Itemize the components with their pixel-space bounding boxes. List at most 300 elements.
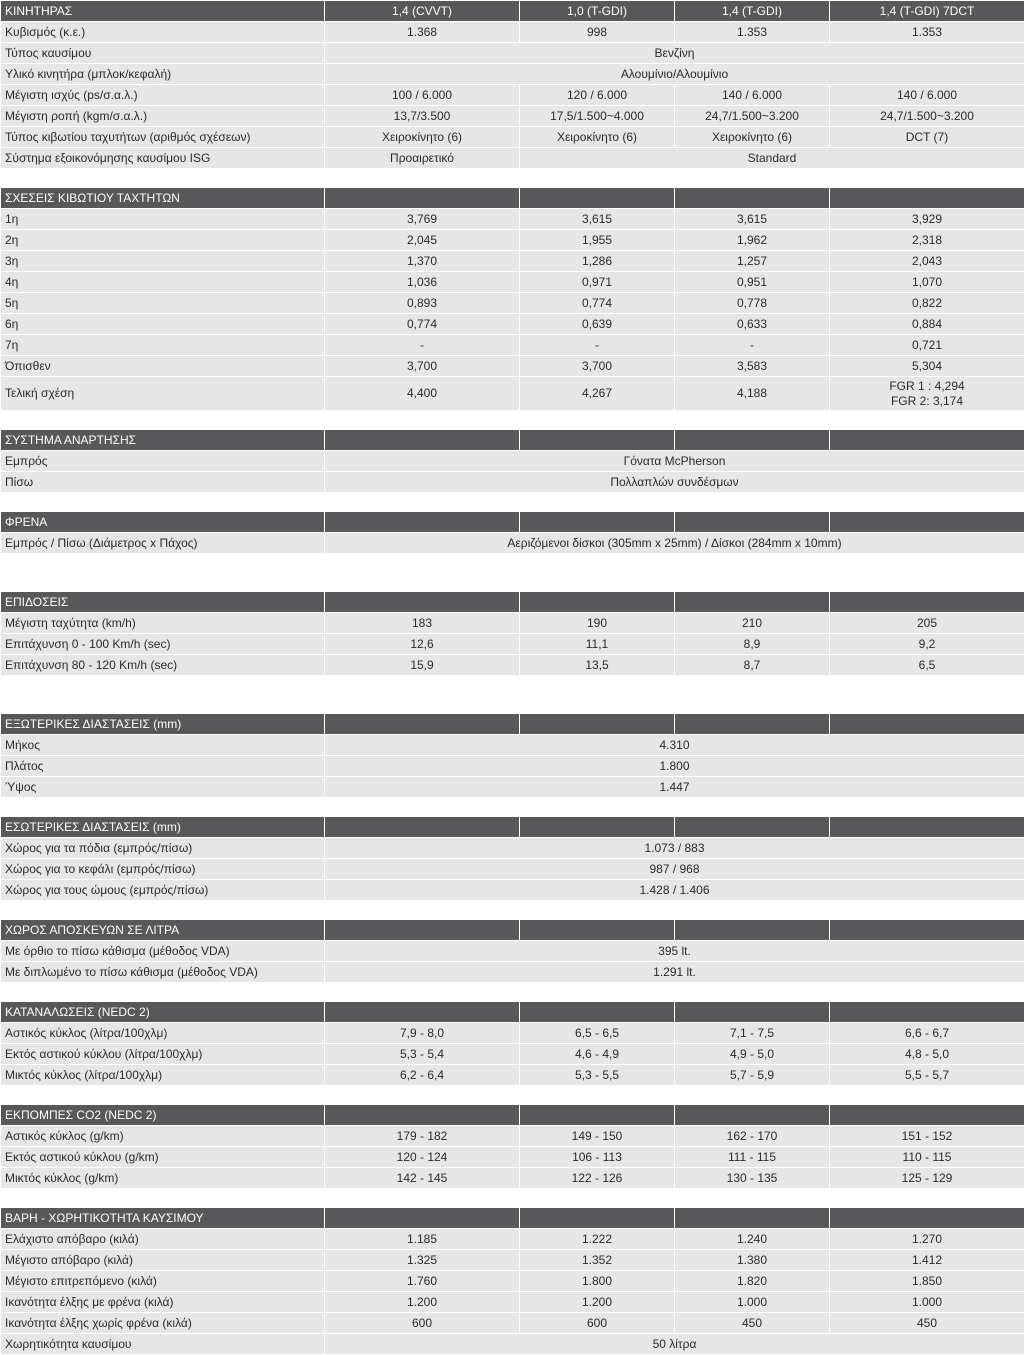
row-value: 0,774 — [520, 293, 674, 313]
row-value: 5,5 - 5,7 — [830, 1065, 1024, 1085]
row-value: 6,5 - 6,5 — [520, 1023, 674, 1043]
row-label: Τύπος κιβωτίου ταχυτήτων (αριθμός σχέσεων) — [1, 127, 324, 147]
row-label: Με όρθιο το πίσω κάθισμα (μέθοδος VDA) — [1, 941, 324, 961]
row-value: 0,778 — [675, 293, 829, 313]
row-value: - — [325, 335, 519, 355]
gap-cell — [325, 573, 519, 591]
table-row — [1, 1023, 1024, 1043]
row-value: 2,045 — [325, 230, 519, 250]
row-value: Γόνατα McPherson — [325, 451, 1024, 471]
row-value: 125 - 129 — [830, 1168, 1024, 1188]
gap-cell — [1, 695, 324, 713]
column-header — [675, 1002, 829, 1022]
column-header — [830, 592, 1024, 612]
row-value: 4,400 — [325, 377, 519, 410]
row-label: Με διπλωμένο το πίσω κάθισμα (μέθοδος VDA) — [1, 962, 324, 982]
row-value: 3,929 — [830, 209, 1024, 229]
row-value: 4,9 - 5,0 — [675, 1044, 829, 1064]
column-header — [830, 1208, 1024, 1228]
row-value: 4,6 - 4,9 — [520, 1044, 674, 1064]
column-header — [325, 920, 519, 940]
column-header — [675, 1105, 829, 1125]
row-value: 1.270 — [830, 1229, 1024, 1249]
row-value: 1,370 — [325, 251, 519, 271]
row-label: Πλάτος — [1, 756, 324, 776]
column-header — [520, 512, 674, 532]
row-label: Μέγιστο επιτρεπόμενο (κιλά) — [1, 1271, 324, 1291]
row-value: 0,639 — [520, 314, 674, 334]
table-row — [1, 533, 1024, 553]
section-gap — [1, 1189, 1024, 1207]
row-label: Επιτάχυνση 80 - 120 Km/h (sec) — [1, 655, 324, 675]
row-label: 1η — [1, 209, 324, 229]
blank-cell — [675, 676, 829, 694]
table-row — [1, 613, 1024, 633]
gap-cell — [830, 411, 1024, 429]
row-value: 13,5 — [520, 655, 674, 675]
gap-cell — [675, 1086, 829, 1104]
row-value: 1,070 — [830, 272, 1024, 292]
row-value: 0,893 — [325, 293, 519, 313]
gap-cell — [1, 901, 324, 919]
row-value: 0,822 — [830, 293, 1024, 313]
blank-row — [1, 676, 1024, 694]
section-header — [1, 592, 1024, 612]
row-value: 6,2 - 6,4 — [325, 1065, 519, 1085]
row-label: Χώρος για τους ώμους (εμπρός/πίσω) — [1, 880, 324, 900]
row-value: 450 — [675, 1313, 829, 1333]
section-title: ΚΙΝΗΤΗΡΑΣ — [1, 1, 324, 21]
section-header — [1, 1, 1024, 21]
row-value: 5,3 - 5,5 — [520, 1065, 674, 1085]
row-value: 1.368 — [325, 22, 519, 42]
section-gap — [1, 1086, 1024, 1104]
table-row — [1, 1271, 1024, 1291]
section-title: ΕΣΩΤΕΡΙΚΕΣ ΔΙΑΣΤΑΣΕΙΣ (mm) — [1, 817, 324, 837]
gap-cell — [830, 1189, 1024, 1207]
gap-cell — [1, 169, 324, 187]
row-value: 5,304 — [830, 356, 1024, 376]
gap-cell — [520, 695, 674, 713]
row-value: 2,318 — [830, 230, 1024, 250]
row-value: 190 — [520, 613, 674, 633]
gap-cell — [520, 493, 674, 511]
row-value: 1.800 — [325, 756, 1024, 776]
row-value: - — [520, 335, 674, 355]
table-row — [1, 1065, 1024, 1085]
row-value: 1.412 — [830, 1250, 1024, 1270]
blank-cell — [520, 554, 674, 572]
row-value: 140 / 6.000 — [675, 85, 829, 105]
table-row — [1, 230, 1024, 250]
section-gap — [1, 169, 1024, 187]
row-label: Τύπος καυσίμου — [1, 43, 324, 63]
column-header — [325, 592, 519, 612]
row-value: 142 - 145 — [325, 1168, 519, 1188]
row-value: 162 - 170 — [675, 1126, 829, 1146]
blank-row — [1, 554, 1024, 572]
gap-cell — [830, 798, 1024, 816]
row-value: 8,7 — [675, 655, 829, 675]
gap-cell — [675, 573, 829, 591]
table-row — [1, 756, 1024, 776]
row-label: 3η — [1, 251, 324, 271]
section-header — [1, 1105, 1024, 1125]
table-row — [1, 314, 1024, 334]
column-header — [830, 1105, 1024, 1125]
row-label: 6η — [1, 314, 324, 334]
gap-cell — [675, 695, 829, 713]
row-value: 12,6 — [325, 634, 519, 654]
row-value: 5,3 - 5,4 — [325, 1044, 519, 1064]
gap-cell — [675, 493, 829, 511]
row-label: Υλικό κινητήρα (μπλοκ/κεφαλή) — [1, 64, 324, 84]
row-value: 13,7/3.500 — [325, 106, 519, 126]
row-label: Εμπρός — [1, 451, 324, 471]
row-value: 3,583 — [675, 356, 829, 376]
row-value: 1,286 — [520, 251, 674, 271]
section-header — [1, 920, 1024, 940]
gap-cell — [1, 798, 324, 816]
section-gap — [1, 901, 1024, 919]
column-header — [675, 188, 829, 208]
gap-cell — [520, 573, 674, 591]
row-label: Ύψος — [1, 777, 324, 797]
row-value: 50 λίτρα — [325, 1334, 1024, 1354]
gap-cell — [325, 695, 519, 713]
gap-cell — [1, 1086, 324, 1104]
gap-cell — [830, 169, 1024, 187]
row-label: Μικτός κύκλος (λίτρα/100χλμ) — [1, 1065, 324, 1085]
table-row — [1, 838, 1024, 858]
section-title: ΚΑΤΑΝΑΛΩΣΕΙΣ (NEDC 2) — [1, 1002, 324, 1022]
row-value: 0,951 — [675, 272, 829, 292]
blank-cell — [675, 554, 829, 572]
row-value: 0,971 — [520, 272, 674, 292]
row-value: 120 - 124 — [325, 1147, 519, 1167]
row-value: 24,7/1.500~3.200 — [830, 106, 1024, 126]
gap-cell — [830, 1086, 1024, 1104]
row-value: 0,884 — [830, 314, 1024, 334]
column-header — [830, 817, 1024, 837]
row-value: 15,9 — [325, 655, 519, 675]
gap-cell — [830, 493, 1024, 511]
gap-cell — [325, 1086, 519, 1104]
row-value: 7,1 - 7,5 — [675, 1023, 829, 1043]
section-gap — [1, 798, 1024, 816]
row-value: 1.000 — [830, 1292, 1024, 1312]
row-value: 111 - 115 — [675, 1147, 829, 1167]
row-value: 205 — [830, 613, 1024, 633]
row-label: Εκτός αστικού κύκλου (g/km) — [1, 1147, 324, 1167]
row-value: 1.428 / 1.406 — [325, 880, 1024, 900]
gap-cell — [675, 901, 829, 919]
table-row — [1, 127, 1024, 147]
row-value: 1.820 — [675, 1271, 829, 1291]
gap-cell — [1, 1189, 324, 1207]
row-value: Πολλαπλών συνδέσμων — [325, 472, 1024, 492]
row-value: 1,955 — [520, 230, 674, 250]
row-value: 4.310 — [325, 735, 1024, 755]
section-gap — [1, 695, 1024, 713]
table-row — [1, 106, 1024, 126]
column-header — [675, 1208, 829, 1228]
gap-cell — [830, 901, 1024, 919]
gap-cell — [520, 411, 674, 429]
row-value: 450 — [830, 1313, 1024, 1333]
row-value: 3,700 — [325, 356, 519, 376]
table-row — [1, 1250, 1024, 1270]
row-value: 106 - 113 — [520, 1147, 674, 1167]
table-row — [1, 1044, 1024, 1064]
row-value: 7,9 - 8,0 — [325, 1023, 519, 1043]
section-title: ΕΚΠΟΜΠΕΣ CO2 (NEDC 2) — [1, 1105, 324, 1125]
gap-cell — [675, 798, 829, 816]
table-row — [1, 64, 1024, 84]
row-value: 998 — [520, 22, 674, 42]
row-label: Επιτάχυνση 0 - 100 Km/h (sec) — [1, 634, 324, 654]
column-header — [830, 714, 1024, 734]
row-label: Αστικός κύκλος (λίτρα/100χλμ) — [1, 1023, 324, 1043]
section-header — [1, 188, 1024, 208]
row-value: 24,7/1.500~3.200 — [675, 106, 829, 126]
gap-cell — [520, 983, 674, 1001]
column-header — [830, 188, 1024, 208]
row-value: 122 - 126 — [520, 1168, 674, 1188]
column-header — [675, 714, 829, 734]
row-value: 6,6 - 6,7 — [830, 1023, 1024, 1043]
row-value: 1.850 — [830, 1271, 1024, 1291]
row-value: 987 / 968 — [325, 859, 1024, 879]
gap-cell — [520, 169, 674, 187]
gap-cell — [675, 983, 829, 1001]
table-row — [1, 1313, 1024, 1333]
row-value: Αλουμίνιο/Αλουμίνιο — [325, 64, 1024, 84]
section-gap — [1, 983, 1024, 1001]
row-value: 1.000 — [675, 1292, 829, 1312]
row-value: 100 / 6.000 — [325, 85, 519, 105]
table-row — [1, 251, 1024, 271]
row-value: 1.200 — [325, 1292, 519, 1312]
gap-cell — [675, 411, 829, 429]
table-row — [1, 335, 1024, 355]
column-header — [520, 188, 674, 208]
row-value: 1.800 — [520, 1271, 674, 1291]
table-row — [1, 1229, 1024, 1249]
row-label: Ελάχιστο απόβαρο (κιλά) — [1, 1229, 324, 1249]
gap-cell — [1, 573, 324, 591]
column-header — [325, 817, 519, 837]
gap-cell — [830, 983, 1024, 1001]
column-header — [325, 430, 519, 450]
row-value: 1.353 — [830, 22, 1024, 42]
row-label: Μέγιστο απόβαρο (κιλά) — [1, 1250, 324, 1270]
row-value: 1.240 — [675, 1229, 829, 1249]
column-header — [520, 1002, 674, 1022]
column-header — [830, 920, 1024, 940]
row-label: Αστικός κύκλος (g/km) — [1, 1126, 324, 1146]
row-label: Κυβισμός (κ.ε.) — [1, 22, 324, 42]
column-header: 1,4 (T-GDI) 7DCT — [830, 1, 1024, 21]
table-row — [1, 451, 1024, 471]
row-value: 1.200 — [520, 1292, 674, 1312]
row-label: Μικτός κύκλος (g/km) — [1, 1168, 324, 1188]
blank-cell — [1, 676, 324, 694]
table-row — [1, 148, 1024, 168]
row-value: 120 / 6.000 — [520, 85, 674, 105]
row-value: 179 - 182 — [325, 1126, 519, 1146]
row-label: Όπισθεν — [1, 356, 324, 376]
section-header — [1, 512, 1024, 532]
blank-cell — [325, 676, 519, 694]
gap-cell — [830, 573, 1024, 591]
row-value: 4,267 — [520, 377, 674, 410]
row-value: 110 - 115 — [830, 1147, 1024, 1167]
blank-cell — [520, 676, 674, 694]
blank-cell — [830, 554, 1024, 572]
row-label: 7η — [1, 335, 324, 355]
row-label: Ικανότητα έλξης με φρένα (κιλά) — [1, 1292, 324, 1312]
table-row — [1, 634, 1024, 654]
section-title: ΕΠΙΔΟΣΕΙΣ — [1, 592, 324, 612]
column-header — [675, 592, 829, 612]
row-label: Ικανότητα έλξης χωρίς φρένα (κιλά) — [1, 1313, 324, 1333]
column-header — [830, 1002, 1024, 1022]
row-value: 1.447 — [325, 777, 1024, 797]
section-header — [1, 817, 1024, 837]
row-value: Χειροκίνητο (6) — [325, 127, 519, 147]
gap-cell — [325, 1189, 519, 1207]
column-header — [520, 817, 674, 837]
column-header — [520, 592, 674, 612]
row-label: Χώρος για το κεφάλι (εμπρός/πίσω) — [1, 859, 324, 879]
table-row — [1, 272, 1024, 292]
table-row — [1, 1147, 1024, 1167]
table-row — [1, 859, 1024, 879]
gap-cell — [325, 798, 519, 816]
row-value: 0,721 — [830, 335, 1024, 355]
gap-cell — [1, 411, 324, 429]
table-row — [1, 472, 1024, 492]
row-value: Χειροκίνητο (6) — [520, 127, 674, 147]
table-row — [1, 777, 1024, 797]
row-value: 151 - 152 — [830, 1126, 1024, 1146]
column-header — [325, 1002, 519, 1022]
row-value: 11,1 — [520, 634, 674, 654]
row-value: 4,8 - 5,0 — [830, 1044, 1024, 1064]
row-value: 1.352 — [520, 1250, 674, 1270]
column-header — [325, 714, 519, 734]
gap-cell — [1, 983, 324, 1001]
section-header — [1, 1208, 1024, 1228]
row-value: 149 - 150 — [520, 1126, 674, 1146]
row-value: 3,769 — [325, 209, 519, 229]
gap-cell — [830, 695, 1024, 713]
section-title: ΣΧΕΣΕΙΣ ΚΙΒΩΤΙΟΥ ΤΑΧΤΗΤΩΝ — [1, 188, 324, 208]
row-value: 1.291 lt. — [325, 962, 1024, 982]
table-row — [1, 962, 1024, 982]
row-value: Standard — [520, 148, 1024, 168]
blank-cell — [830, 676, 1024, 694]
gap-cell — [675, 169, 829, 187]
column-header — [325, 512, 519, 532]
row-value: 4,188 — [675, 377, 829, 410]
section-gap — [1, 411, 1024, 429]
table-row — [1, 85, 1024, 105]
table-row — [1, 356, 1024, 376]
row-value: 600 — [325, 1313, 519, 1333]
table-row — [1, 1334, 1024, 1354]
row-label: Μέγιστη ταχύτητα (km/h) — [1, 613, 324, 633]
row-value: 3,700 — [520, 356, 674, 376]
row-label: Μέγιστη ισχύς (ps/σ.α.λ.) — [1, 85, 324, 105]
gap-cell — [1, 493, 324, 511]
row-value: Προαιρετικό — [325, 148, 519, 168]
column-header — [520, 920, 674, 940]
row-value: 600 — [520, 1313, 674, 1333]
column-header — [520, 430, 674, 450]
row-value: Χειροκίνητο (6) — [675, 127, 829, 147]
section-title: ΕΞΩΤΕΡΙΚΕΣ ΔΙΑΣΤΑΣΕΙΣ (mm) — [1, 714, 324, 734]
row-value: 1,036 — [325, 272, 519, 292]
column-header — [325, 1105, 519, 1125]
blank-cell — [325, 554, 519, 572]
section-header — [1, 430, 1024, 450]
row-label: Πίσω — [1, 472, 324, 492]
table-row — [1, 655, 1024, 675]
table-row — [1, 209, 1024, 229]
table-row — [1, 1126, 1024, 1146]
table-row — [1, 880, 1024, 900]
table-row — [1, 735, 1024, 755]
row-value: - — [675, 335, 829, 355]
row-label: Χώρος για τα πόδια (εμπρός/πίσω) — [1, 838, 324, 858]
row-value: 2,043 — [830, 251, 1024, 271]
row-value: 1.325 — [325, 1250, 519, 1270]
row-label: Εκτός αστικού κύκλου (λίτρα/100χλμ) — [1, 1044, 324, 1064]
row-label: 4η — [1, 272, 324, 292]
column-header — [830, 430, 1024, 450]
column-header: 1,4 (CVVT) — [325, 1, 519, 21]
section-gap — [1, 493, 1024, 511]
row-value: 0,774 — [325, 314, 519, 334]
table-row — [1, 43, 1024, 63]
row-label: Μέγιστη ροπή (kgm/σ.α.λ.) — [1, 106, 324, 126]
table-row — [1, 377, 1024, 410]
row-label: Τελική σχέση — [1, 377, 324, 410]
row-value: 140 / 6.000 — [830, 85, 1024, 105]
column-header — [830, 512, 1024, 532]
section-title: ΧΩΡΟΣ ΑΠΟΣΚΕΥΩΝ ΣΕ ΛΙΤΡΑ — [1, 920, 324, 940]
gap-cell — [520, 1189, 674, 1207]
section-header — [1, 714, 1024, 734]
blank-cell — [1, 554, 324, 572]
gap-cell — [325, 411, 519, 429]
gap-cell — [325, 901, 519, 919]
column-header — [520, 1208, 674, 1228]
gap-cell — [325, 169, 519, 187]
row-value: FGR 1 : 4,294 FGR 2: 3,174 — [830, 377, 1024, 410]
row-value: 1,257 — [675, 251, 829, 271]
row-value: DCT (7) — [830, 127, 1024, 147]
column-header: 1,4 (T-GDI) — [675, 1, 829, 21]
column-header — [325, 1208, 519, 1228]
column-header — [675, 817, 829, 837]
gap-cell — [325, 493, 519, 511]
gap-cell — [520, 1086, 674, 1104]
row-value: Βενζίνη — [325, 43, 1024, 63]
row-value: 1,962 — [675, 230, 829, 250]
